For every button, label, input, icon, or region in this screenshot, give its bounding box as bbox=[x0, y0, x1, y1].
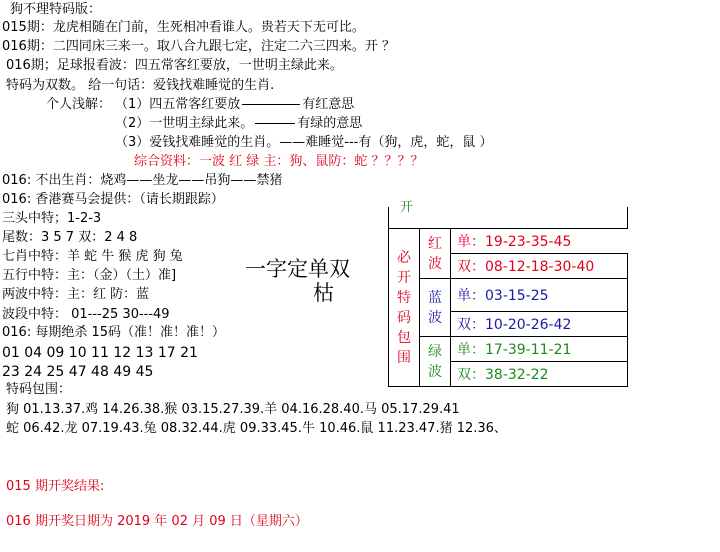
row-nums: 03-15-25 bbox=[485, 288, 549, 304]
analysis-1 bbox=[115, 97, 354, 113]
table-row bbox=[451, 279, 628, 312]
result-015: 015 期开奖结果: bbox=[6, 479, 105, 494]
zodiac-row-2: 蛇 06.42.龙 07.19.43.兔 08.32.44.虎 09.33.45.牛 10.46.鼠 11.23.47.猪 12.36、 bbox=[6, 421, 507, 436]
dash-line bbox=[242, 104, 300, 105]
special-code-table bbox=[388, 228, 628, 387]
row-nums: 38-32-22 bbox=[485, 367, 549, 383]
row-tag: 单： bbox=[457, 342, 485, 358]
table-row bbox=[451, 337, 628, 362]
wave-char: 波 bbox=[428, 255, 442, 272]
label-char: 码 bbox=[397, 309, 411, 326]
row-tag: 双： bbox=[457, 317, 485, 333]
table-row bbox=[451, 229, 628, 254]
analysis-summary: 综合资料：一波 红 绿 主：狗、鼠防：蛇 ？？？？ bbox=[134, 154, 424, 169]
result-016-date: 016 期开奖日期为 2019 年 02 月 09 日（星期六） bbox=[6, 514, 308, 529]
analysis-2-end: 有绿的意思 bbox=[297, 116, 363, 131]
row-nums: 08-12-18-30-40 bbox=[485, 259, 595, 275]
label-char: 特 bbox=[397, 289, 411, 306]
wave-char: 红 bbox=[428, 235, 442, 252]
table-red-wave bbox=[420, 229, 451, 279]
line-015: 015期：龙虎相随在门前，生死相冲看谁人。贵若天下无可比。 bbox=[2, 20, 365, 35]
label-char: 开 bbox=[397, 269, 411, 286]
line-016-a: 016期：二四同床三来一。取八合九跟七定，注定二六三四来。开 ？ bbox=[2, 39, 395, 54]
dash-line bbox=[255, 123, 295, 124]
segment: 波段中特： 01---25 30---49 bbox=[2, 307, 170, 322]
center-big-1: 一字定单双 bbox=[245, 257, 350, 281]
fifteen-row-2: 23 24 25 47 48 49 45 bbox=[2, 364, 154, 380]
analysis-title: 个人浅解： bbox=[46, 97, 112, 112]
fifteen-label: 016: 每期绝杀 15码（准！准！准！） bbox=[2, 325, 225, 340]
line-special: 特码为双数。 给一句话：爱钱找难睡觉的生肖. bbox=[6, 78, 275, 93]
no-zodiac-value: 烧鸡——坐龙——吊狗——禁猪 bbox=[100, 173, 283, 188]
analysis-3: （3）爱钱找难睡觉的生肖。——难睡觉---有（狗，虎，蛇，鼠 ） bbox=[115, 135, 493, 150]
wave-char: 波 bbox=[428, 309, 442, 326]
label-char: 必 bbox=[397, 249, 411, 266]
table-left-label bbox=[389, 229, 420, 387]
seven-zodiac: 七肖中特：羊 蛇 牛 猴 虎 狗 兔 bbox=[2, 249, 183, 264]
table-row bbox=[451, 254, 628, 279]
wave-char: 波 bbox=[428, 363, 442, 380]
no-zodiac-label: 016: 不出生肖： bbox=[2, 173, 101, 188]
fifteen-row-1: 01 04 09 10 11 12 13 17 21 bbox=[2, 345, 198, 361]
hk-label: 016: 香港赛马会提供：（请长期跟踪） bbox=[2, 192, 224, 207]
table-row bbox=[451, 312, 628, 337]
analysis-2-text: （2）一世明主绿此来。 bbox=[115, 116, 254, 131]
label-char: 围 bbox=[397, 349, 411, 366]
row-tag: 单： bbox=[457, 288, 485, 304]
zodiac-row-1: 狗 01.13.37.鸡 14.26.38.猴 03.15.27.39.羊 04.16.28.40.马 05.17.29.41 bbox=[6, 402, 460, 417]
row-tag: 单： bbox=[457, 234, 485, 250]
table-row bbox=[451, 362, 628, 387]
no-zodiac bbox=[2, 173, 282, 189]
table-top-char: 开 bbox=[400, 200, 414, 215]
analysis-2 bbox=[115, 116, 362, 132]
table-right-edge bbox=[627, 207, 628, 229]
row-nums: 10-20-26-42 bbox=[485, 317, 572, 333]
line-016-b: 016期；足球报看波：四五常客红要放，一世明主绿此来。 bbox=[6, 58, 343, 73]
five-elements: 五行中特：主：（金）（土）准] bbox=[2, 268, 177, 283]
wave-char: 蓝 bbox=[428, 289, 442, 306]
top3: 三头中特；1-2-3 bbox=[2, 211, 102, 226]
row-nums: 17-39-11-21 bbox=[485, 342, 572, 358]
table-green-wave bbox=[420, 337, 451, 387]
analysis-1-text: （1）四五常客红要放 bbox=[115, 97, 241, 112]
analysis-1-end: 有红意思 bbox=[302, 97, 355, 112]
zodiac-title: 特码包围： bbox=[6, 382, 72, 397]
center-big-2: 枯 bbox=[313, 281, 334, 305]
table-blue-wave bbox=[420, 279, 451, 337]
title: 狗不理特码版： bbox=[10, 2, 102, 17]
row-tag: 双： bbox=[457, 367, 485, 383]
row-tag: 双： bbox=[457, 259, 485, 275]
row-nums: 19-23-35-45 bbox=[485, 234, 572, 250]
two-wave: 两波中特：主：红 防：蓝 bbox=[2, 287, 150, 302]
tail: 尾数：3 5 7 双：2 4 8 bbox=[2, 230, 138, 245]
wave-char: 绿 bbox=[428, 343, 442, 360]
label-char: 包 bbox=[397, 329, 411, 346]
